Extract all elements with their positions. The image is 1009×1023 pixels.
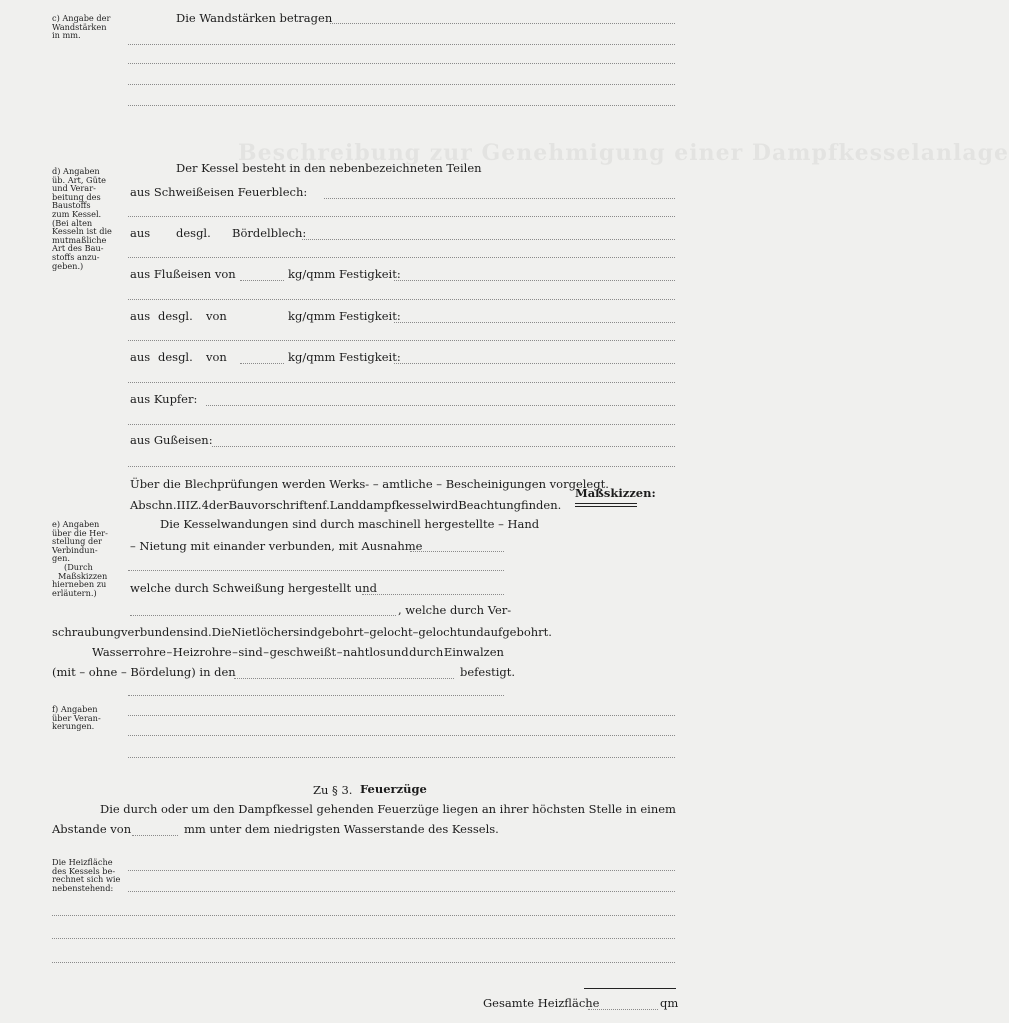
von-label: von	[206, 309, 227, 323]
fill-line[interactable]	[128, 757, 675, 758]
festigkeit-label: kg/qmm Festigkeit:	[288, 309, 401, 323]
fill-line[interactable]	[128, 870, 675, 871]
fill-line[interactable]	[128, 466, 675, 467]
desgl-label: desgl.	[158, 350, 193, 364]
fill-line[interactable]	[128, 424, 675, 425]
gusseisen-field[interactable]	[212, 446, 675, 447]
fill-line[interactable]	[128, 382, 675, 383]
von-label: von	[206, 350, 227, 364]
kupfer-label: aus Kupfer:	[130, 392, 198, 406]
schweisseisen-label: aus Schweißeisen Feuerblech:	[130, 185, 308, 199]
fill-line[interactable]	[128, 63, 675, 64]
section-number: Zu § 3.	[313, 783, 353, 797]
fill-line[interactable]	[128, 84, 675, 85]
boerdelblech-field[interactable]	[302, 239, 675, 240]
bordelung-field[interactable]	[234, 678, 454, 679]
bleed-through-text: Beschreibung zur Genehmigung einer Dampfkesselanlage	[238, 140, 1009, 166]
margin-note-d: d) Angaben üb. Art, Güte und Verar- beitung des Baustoffs zum Kessel. (Bei alten Kesseln ist die mutmaßliche Art des Bau- stoffs anzu- geben.)	[52, 166, 112, 271]
schweissung-text: welche durch Schweißung hergestellt und	[130, 581, 377, 595]
fill-line[interactable]	[52, 962, 675, 963]
margin-note-c: c) Angabe der Wandstärken in mm.	[52, 13, 111, 41]
aus-label: aus	[130, 350, 151, 364]
desgl-field-2[interactable]	[394, 363, 675, 364]
fill-line[interactable]	[128, 257, 675, 258]
aus-label: aus	[130, 226, 151, 240]
masskizzen-underline-2	[575, 506, 637, 507]
kessel-besteht-text: Der Kessel besteht in den nebenbezeichneten Teilen	[176, 161, 482, 175]
fill-line[interactable]	[52, 938, 675, 939]
section-title: Feuerzüge	[360, 782, 427, 796]
welche-ver-text: , welche durch Ver-	[398, 603, 512, 617]
margin-note-heizflaeche: Die Heizfläche des Kessels be- rechnet sich wie nebenstehend:	[52, 857, 121, 893]
masskizzen-heading: Maßskizzen:	[575, 486, 656, 500]
schraubung-line: schraubung verbunden sind. Die Nietlöcher sind gebohrt – gelocht – gelocht und aufgebohrt.	[52, 625, 552, 639]
flusseisen-label: aus Flußeisen von	[130, 267, 236, 281]
fill-line[interactable]	[128, 216, 675, 217]
festigkeit-label: kg/qmm Festigkeit:	[288, 267, 401, 281]
abstand-mm-field[interactable]	[132, 835, 178, 836]
kesselwandungen-text: Die Kesselwandungen sind durch maschinell hergestellte – Hand	[160, 517, 540, 531]
kupfer-field[interactable]	[206, 405, 675, 406]
unit-qm: qm	[660, 996, 679, 1010]
abstande-label: Abstande von	[52, 822, 132, 836]
gesamte-heizflaeche-field[interactable]	[588, 1009, 658, 1010]
fill-line[interactable]	[128, 105, 675, 106]
mit-ohne-text: (mit – ohne – Bördelung) in den	[52, 665, 236, 679]
fill-line[interactable]	[128, 735, 675, 736]
gesamte-heizflaeche-label: Gesamte Heizfläche	[483, 996, 600, 1010]
verschraubung-field[interactable]	[130, 615, 396, 616]
gusseisen-label: aus Gußeisen:	[130, 433, 213, 447]
flusseisen-kg-field[interactable]	[240, 280, 284, 281]
boerdelblech-label: Bördelblech:	[232, 226, 307, 240]
befestigt-text: befestigt.	[460, 665, 516, 679]
margin-note-f: f) Angaben über Veran- kerungen.	[52, 704, 101, 732]
fill-line[interactable]	[128, 715, 675, 716]
feuerzuege-line-1: Die durch oder um den Dampfkessel gehenden Feuerzüge liegen an ihrer höchsten Stelle in einem	[100, 802, 676, 816]
fill-line[interactable]	[52, 915, 675, 916]
desgl-field-1[interactable]	[394, 322, 675, 323]
abstand-rest-text: mm unter dem niedrigsten Wasserstande des Kessels.	[184, 822, 499, 836]
desgl-kg-field-2[interactable]	[240, 363, 284, 364]
desgl-label: desgl.	[158, 309, 193, 323]
fill-line[interactable]	[128, 891, 675, 892]
aus-label: aus	[130, 309, 151, 323]
desgl-label: desgl.	[176, 226, 211, 240]
wandstaerken-label: Die Wandstärken betragen	[176, 11, 333, 25]
margin-note-e: e) Angaben über die Her- stellung der Verbindun- gen. (Durch Maßskizzen hierneben zu erläutern.)	[52, 519, 108, 598]
abschn-line: Abschn. III Z. 4 der Bauvorschriften f. Landdampfkessel wird Beachtung finden.	[130, 498, 562, 512]
fill-line[interactable]	[128, 570, 504, 571]
nietung-field[interactable]	[410, 551, 504, 552]
nietung-text: – Nietung mit einander verbunden, mit Ausnahme	[130, 539, 423, 553]
wandstaerken-field[interactable]	[330, 23, 675, 24]
blechpruefungen-text: Über die Blechprüfungen werden Werks- – amtliche – Bescheinigungen vorgelegt.	[130, 477, 609, 491]
wasserrohre-line: Wasserrohre – Heizrohre – sind – geschweißt – nahtlos und durch Einwalzen	[92, 645, 504, 659]
fill-line[interactable]	[128, 340, 675, 341]
fill-line[interactable]	[128, 695, 504, 696]
fill-line[interactable]	[128, 44, 675, 45]
total-underline	[584, 988, 676, 989]
schweissung-field[interactable]	[362, 594, 504, 595]
schweisseisen-field[interactable]	[324, 198, 675, 199]
flusseisen-field[interactable]	[394, 280, 675, 281]
fill-line[interactable]	[128, 299, 675, 300]
festigkeit-label: kg/qmm Festigkeit:	[288, 350, 401, 364]
masskizzen-underline-1	[575, 503, 637, 504]
